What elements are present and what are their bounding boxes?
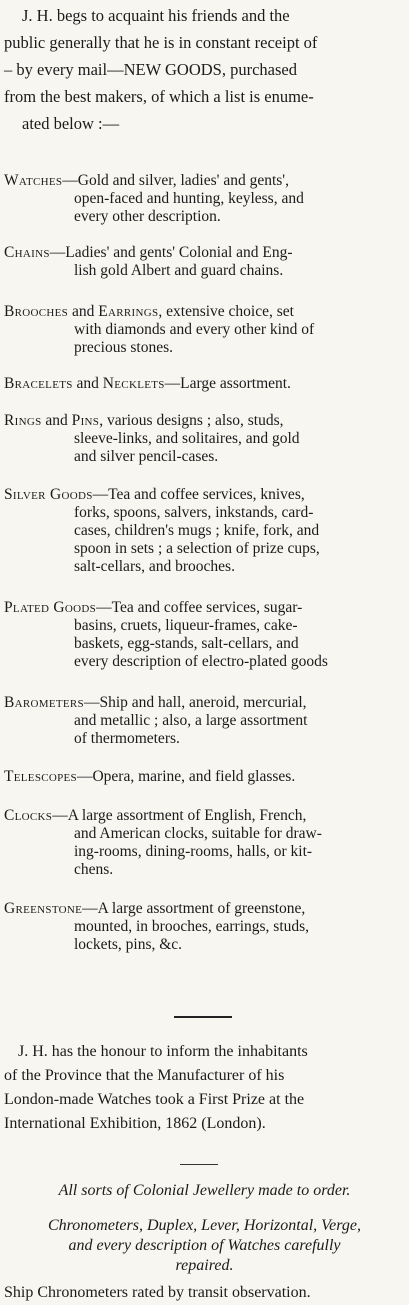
entry-text: , extensive choice, set bbox=[158, 303, 294, 320]
announcement-line: of the Province that the Manufacturer of his bbox=[4, 1067, 285, 1084]
repair-line: Chronometers, Duplex, Lever, Horizontal, Verge, bbox=[48, 1217, 361, 1234]
goods-entry-rings-pins: Rings and Pins, various designs ; also, studs, sleeve-links, and solitaires, and gold and silver pencil-cases. bbox=[4, 412, 405, 466]
entry-heading: Bracelets bbox=[4, 375, 73, 392]
entry-heading: Chains bbox=[4, 244, 50, 261]
goods-entry-plated-goods: Plated Goods—Tea and coffee services, sugar- basins, cruets, liqueur-frames, cake- baskets, egg-stands, salt-cellars, and every description of electro-plated goods bbox=[4, 599, 405, 671]
entry-line: cases, children's mugs ; knife, fork, and bbox=[74, 522, 320, 539]
intro-line: J. H. begs to acquaint his friends and the bbox=[22, 6, 290, 25]
entry-line: salt-cellars, and brooches. bbox=[74, 558, 235, 575]
entry-line: of thermometers. bbox=[74, 730, 180, 747]
goods-entry-chains: Chains—Ladies' and gents' Colonial and Eng- lish gold Albert and guard chains. bbox=[4, 244, 405, 280]
intro-paragraph bbox=[4, 2, 405, 137]
goods-entry-clocks: Clocks—A large assortment of English, French, and American clocks, suitable for draw- ing-rooms, dining-rooms, halls, or kit- chens. bbox=[4, 807, 405, 879]
entry-line: precious stones. bbox=[74, 339, 174, 356]
entry-line: ing-rooms, dining-rooms, halls, or kit- bbox=[74, 843, 313, 860]
short-divider bbox=[180, 1164, 218, 1165]
entry-text: Tea and coffee services, knives, bbox=[108, 486, 305, 503]
entry-line: and silver pencil-cases. bbox=[74, 448, 219, 465]
entry-heading: Telescopes bbox=[4, 768, 77, 785]
entry-text: Ship and hall, aneroid, mercurial, bbox=[99, 694, 307, 711]
entry-heading: Necklets bbox=[102, 375, 165, 392]
intro-line: public generally that he is in constant receipt of bbox=[4, 33, 318, 52]
entry-line: chens. bbox=[74, 861, 114, 878]
entry-text: Ladies' and gents' Colonial and Eng- bbox=[65, 244, 293, 261]
repair-note bbox=[4, 1216, 405, 1276]
entry-line: every other description. bbox=[74, 208, 221, 225]
intro-line: from the best makers, of which a list is enume- bbox=[4, 87, 314, 106]
entry-heading: Plated Goods bbox=[4, 599, 97, 616]
jewellery-note: All sorts of Colonial Jewellery made to order. bbox=[58, 1182, 351, 1199]
entry-line: lish gold Albert and guard chains. bbox=[74, 262, 284, 279]
announcement-line: J. H. has the honour to inform the inhabitants bbox=[18, 1043, 308, 1060]
entry-heading: Watches bbox=[4, 172, 63, 189]
entry-line: open-faced and hunting, keyless, and bbox=[74, 190, 304, 207]
entry-line: mounted, in brooches, earrings, studs, bbox=[74, 918, 310, 935]
entry-text: A large assortment of English, French, bbox=[67, 807, 307, 824]
entry-line: baskets, egg-stands, salt-cellars, and bbox=[74, 635, 299, 652]
intro-line: – by every mail—NEW GOODS, purchased bbox=[4, 60, 297, 79]
chronometer-note: Ship Chronometers rated by transit observation. bbox=[4, 1284, 311, 1301]
entry-line: sleeve-links, and solitaires, and gold bbox=[74, 430, 300, 447]
entry-line: forks, spoons, salvers, inkstands, card- bbox=[74, 504, 314, 521]
entry-heading: Barometers bbox=[4, 694, 84, 711]
entry-heading: Greenstone bbox=[4, 900, 83, 917]
goods-entry-brooches-earrings: Brooches and Earrings, extensive choice, set with diamonds and every other kind of precious stones. bbox=[4, 303, 405, 357]
entry-line: lockets, pins, &c. bbox=[74, 936, 183, 953]
entry-text: Tea and coffee services, sugar- bbox=[111, 599, 303, 616]
repair-line: and every description of Watches carefully bbox=[68, 1237, 341, 1254]
entry-line: basins, cruets, liqueur-frames, cake- bbox=[74, 617, 298, 634]
announcement-line: International Exhibition, 1862 (London). bbox=[4, 1115, 266, 1132]
entry-heading: Earrings bbox=[98, 303, 159, 320]
entry-heading: Silver Goods bbox=[4, 486, 93, 503]
entry-line: and American clocks, suitable for draw- bbox=[74, 825, 322, 842]
entry-heading: Clocks bbox=[4, 807, 53, 824]
goods-entry-bracelets-necklets: Bracelets and Necklets—Large assortment. bbox=[4, 375, 291, 392]
goods-entry-barometers: Barometers—Ship and hall, aneroid, mercurial, and metallic ; also, a large assortment of thermometers. bbox=[4, 694, 405, 748]
entry-text: —Large assortment. bbox=[164, 375, 291, 392]
entry-line: with diamonds and every other kind of bbox=[74, 321, 315, 338]
entry-text: Opera, marine, and field glasses. bbox=[92, 768, 296, 785]
entry-text: , various designs ; also, studs, bbox=[99, 412, 284, 429]
entry-line: every description of electro-plated goods bbox=[74, 653, 328, 670]
entry-heading: Pins bbox=[71, 412, 100, 429]
goods-entry-watches: Watches—Gold and silver, ladies' and gents', open-faced and hunting, keyless, and every other description. bbox=[4, 172, 405, 226]
goods-entry-telescopes: Telescopes—Opera, marine, and field glasses. bbox=[4, 768, 296, 785]
entry-line: spoon in sets ; a selection of prize cups, bbox=[74, 540, 320, 557]
entry-text: Gold and silver, ladies' and gents', bbox=[77, 172, 289, 189]
announcement-paragraph bbox=[4, 1040, 405, 1136]
announcement-line: London-made Watches took a First Prize at the bbox=[4, 1091, 305, 1108]
entry-line: and metallic ; also, a large assortment bbox=[74, 712, 308, 729]
entry-heading: Brooches bbox=[4, 303, 69, 320]
intro-line: ated below :— bbox=[22, 114, 120, 133]
repair-line: repaired. bbox=[175, 1257, 234, 1274]
entry-heading: Rings bbox=[4, 412, 42, 429]
entry-text: A large assortment of greenstone, bbox=[97, 900, 306, 917]
section-divider bbox=[174, 1016, 232, 1018]
goods-entry-silver-goods: Silver Goods—Tea and coffee services, knives, forks, spoons, salvers, inkstands, card- cases, children's mugs ; knife, fork, and spoon in sets ; a selection of prize cups, salt-cellars, and brooches. bbox=[4, 486, 405, 576]
goods-entry-greenstone: Greenstone—A large assortment of greenstone, mounted, in brooches, earrings, studs, lockets, pins, &c. bbox=[4, 900, 405, 954]
